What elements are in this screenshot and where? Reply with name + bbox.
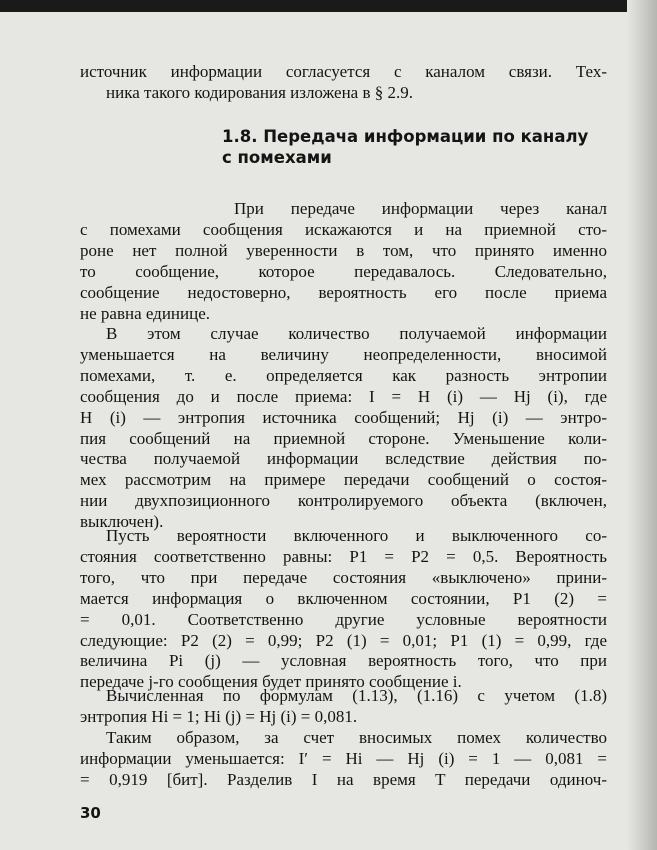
text-line: величина Pi (j) — условная вероятность того, что при bbox=[80, 651, 607, 671]
text-line: Вычисленная по формулам (1.13), (1.16) с учетом (1.8) bbox=[106, 686, 607, 705]
text-line: сообщение недостоверно, вероятность его после приема bbox=[80, 282, 607, 302]
top-paragraph bbox=[80, 62, 607, 104]
text-line: выключен). bbox=[80, 512, 164, 532]
paragraph-1 bbox=[80, 199, 607, 324]
text-line: мех рассмотрим на примере передачи сообщений о состоя- bbox=[80, 470, 607, 490]
text-line: мается информация о включенном состоянии, P1 (2) = bbox=[80, 588, 607, 608]
section-heading bbox=[222, 126, 602, 168]
text-line: источник информации согласуется с каналом связи. Тех- bbox=[80, 62, 607, 81]
section-heading-line: с помехами bbox=[222, 148, 332, 167]
page-number: 30 bbox=[80, 804, 101, 822]
paragraph-4 bbox=[80, 686, 607, 728]
text-line: H (i) — энтропия источника сообщений; Hj (i) — энтро- bbox=[80, 407, 607, 427]
text-line: При передаче информации через канал bbox=[234, 199, 607, 218]
text-line: роне нет полной уверенности в том, что принято именно bbox=[80, 240, 607, 260]
text-line: следующие: P2 (2) = 0,99; P2 (1) = 0,01; P1 (1) = 0,99, где bbox=[80, 630, 607, 650]
text-line: Таким образом, за счет вносимых помех количество bbox=[106, 728, 607, 747]
scan-right-edge-shadow bbox=[627, 0, 657, 850]
text-line: = 0,01. Соответственно другие условные вероятности bbox=[80, 609, 607, 629]
text-line: то сообщение, которое передавалось. Следовательно, bbox=[80, 261, 607, 281]
text-line: стояния соответственно равны: P1 = P2 = 0,5. Вероятность bbox=[80, 546, 607, 566]
text-line: чества получаемой информации вследствие действия по- bbox=[80, 449, 607, 469]
text-line: помехами, т. е. определяется как разность энтропии bbox=[80, 365, 607, 385]
text-line: нии двухпозиционного контролируемого объекта (включен, bbox=[80, 491, 607, 511]
text-line: ника такого кодирования изложена в § 2.9. bbox=[106, 82, 413, 102]
section-heading-line: 1.8. Передача информации по каналу bbox=[222, 127, 589, 146]
text-line: Пусть вероятности включенного и выключенного со- bbox=[106, 526, 607, 545]
text-line: энтропия Hi = 1; Hi (j) = Hj (i) = 0,081. bbox=[80, 706, 358, 726]
text-line: = 0,919 [бит]. Разделив I на время T передачи одиноч- bbox=[80, 769, 607, 789]
paragraph-5 bbox=[80, 728, 607, 791]
text-line: информации уменьшается: I′ = Hi — Hj (i) = 1 — 0,081 = bbox=[80, 748, 607, 768]
text-line: уменьшается на величину неопределенности, вносимой bbox=[80, 344, 607, 364]
text-line: того, что при передаче состояния «выключено» прини- bbox=[80, 567, 607, 587]
scan-top-border bbox=[0, 0, 657, 12]
paragraph-2 bbox=[80, 324, 607, 533]
text-line: сообщения до и после приема: I = H (i) — Hj (i), где bbox=[80, 386, 607, 406]
text-line: В этом случае количество получаемой информации bbox=[106, 324, 607, 343]
text-line: с помехами сообщения искажаются и на приемной сто- bbox=[80, 219, 607, 239]
text-line: не равна единице. bbox=[80, 303, 211, 323]
paragraph-3 bbox=[80, 526, 607, 693]
text-line: передаче j-го сообщения будет принято сообщение i. bbox=[80, 672, 462, 692]
text-line: пия сообщений на приемной стороне. Уменьшение коли- bbox=[80, 428, 607, 448]
